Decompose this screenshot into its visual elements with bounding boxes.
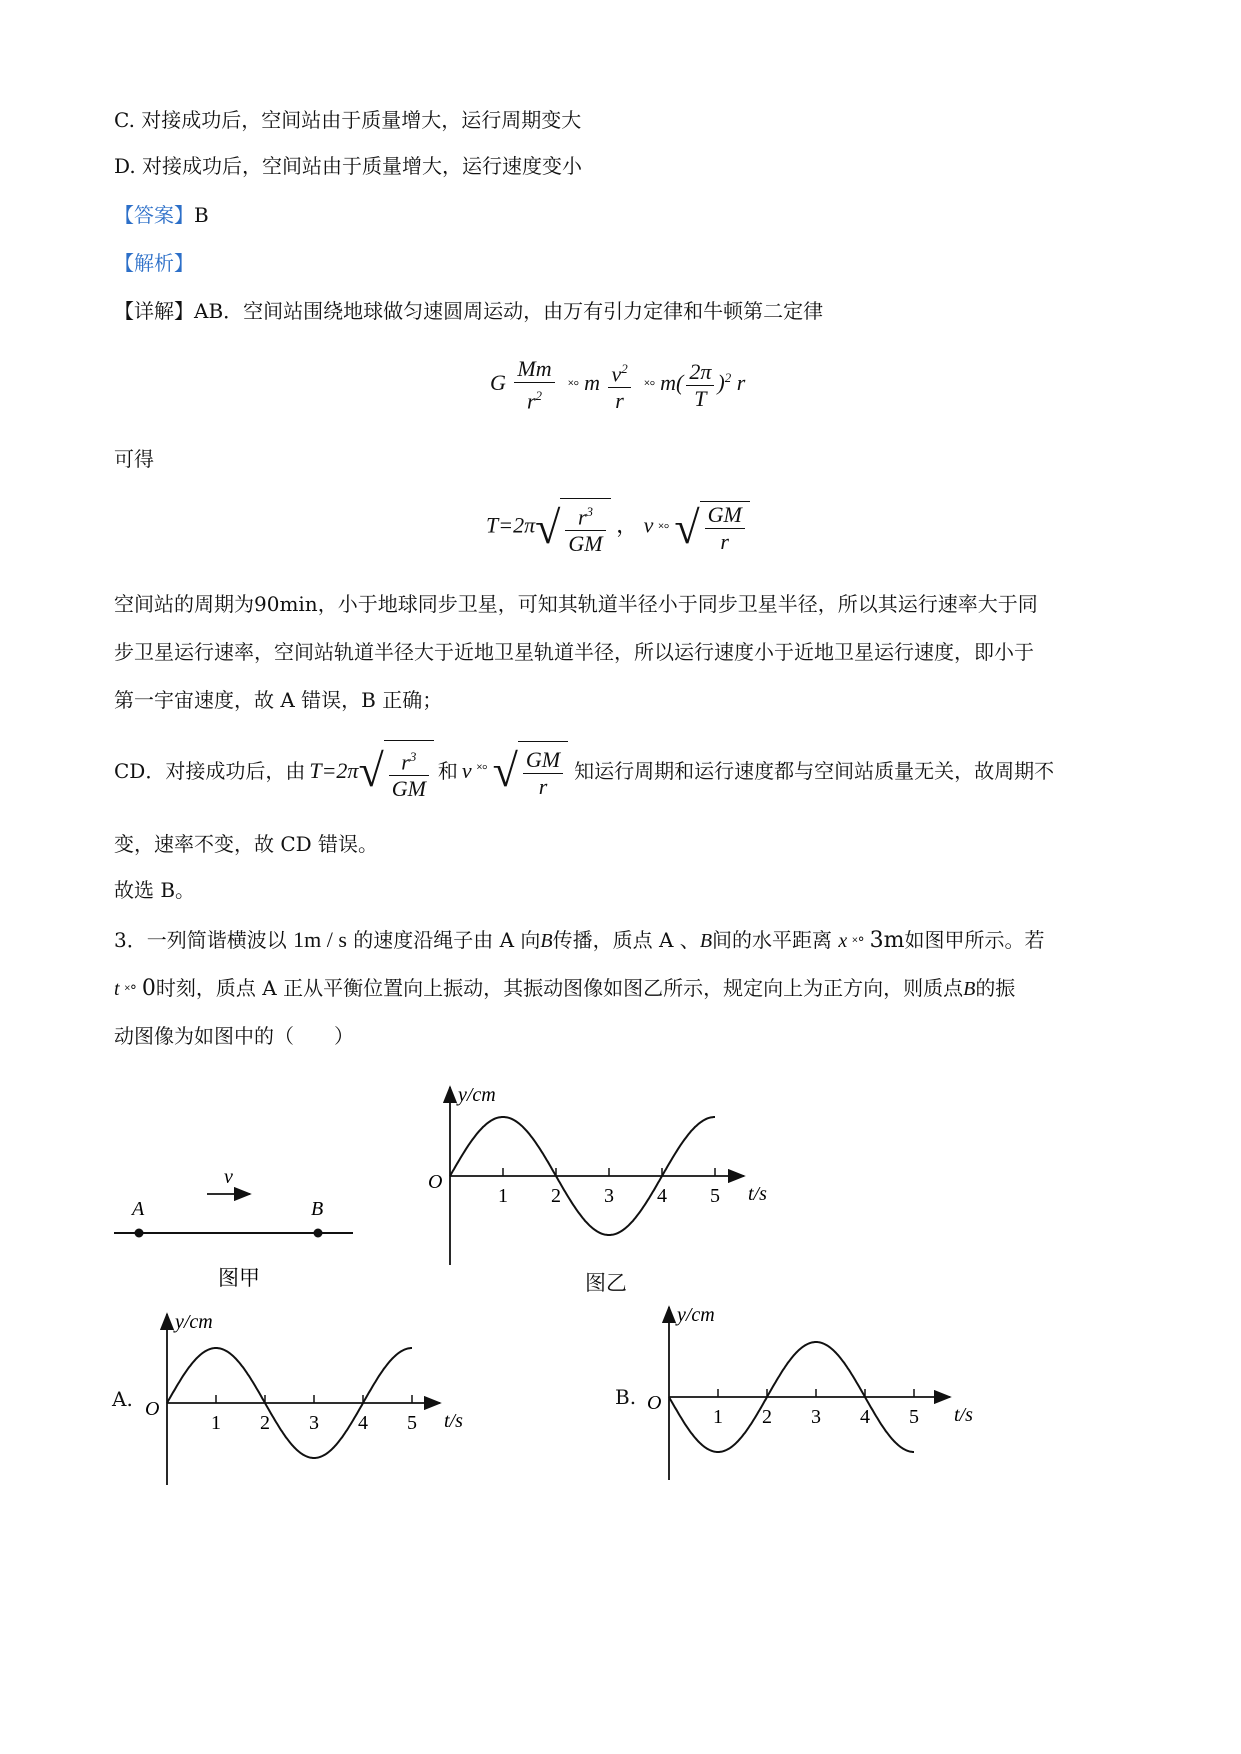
x-tick-label: 1 — [498, 1185, 508, 1207]
sup-3: 3 — [586, 504, 593, 519]
cd-formula-v — [462, 741, 568, 802]
frac-mm-r2 — [514, 356, 554, 414]
origin-label: O — [647, 1392, 662, 1414]
answer-value: B — [194, 203, 209, 227]
x-tick-label: 3 — [309, 1412, 319, 1434]
q3-c: 传播，质点 A 、 — [552, 928, 700, 952]
x-tick-label: 2 — [551, 1185, 561, 1207]
cd-sqrt-glyph-2: √ — [492, 745, 518, 797]
q3-b-var-3: B — [963, 978, 976, 1000]
detail-line — [114, 297, 823, 325]
sqrt-glyph-2: √ — [674, 501, 700, 553]
den-gm: GM — [568, 531, 603, 557]
x-tick-label: 5 — [909, 1406, 919, 1428]
q3-distance: 3m — [869, 928, 905, 953]
num-r3 — [565, 499, 605, 531]
equal-glyph: ˟° — [568, 379, 580, 395]
cd-den-gm: GM — [391, 776, 426, 802]
option-a-graph — [140, 1300, 470, 1490]
cd-num-r: r — [401, 749, 410, 775]
y-axis-label: y/cm — [677, 1304, 715, 1326]
den-r2: r — [720, 528, 729, 554]
option-b-graph — [643, 1295, 983, 1485]
x-tick-label: 5 — [710, 1185, 720, 1207]
cd-den-r: r — [538, 774, 548, 799]
question-3-line-2 — [114, 974, 1015, 1005]
figure-yi-caption: 图乙 — [585, 1271, 627, 1295]
q3-a: 3．一列简谐横波以 — [114, 928, 287, 952]
den-t: T — [694, 385, 707, 411]
x-axis-label: t/s — [954, 1404, 973, 1426]
x-tick-label: 1 — [211, 1412, 221, 1434]
cd-prefix: CD．对接成功后，由 — [114, 759, 306, 784]
gravity-equation — [490, 356, 745, 414]
question-3-line-3: 动图像为如图中的（ ） — [114, 1024, 354, 1048]
x-tick-label: 2 — [762, 1406, 772, 1428]
origin-label: O — [145, 1398, 160, 1420]
q3-t: t — [114, 978, 120, 1000]
sup-2: 2 — [535, 388, 543, 403]
paren-close: ) — [717, 370, 725, 396]
q3-b: 的速度沿绳子由 A 向 — [353, 928, 541, 952]
x-tick-label: 2 — [260, 1412, 270, 1434]
q3-speed: 1m / s — [293, 927, 347, 952]
q3-b-var-2: B — [699, 930, 713, 952]
question-3-line-1 — [114, 926, 1045, 957]
frac-gm-r — [705, 502, 745, 555]
num-v: v — [611, 361, 622, 387]
cd-line-2: 变，速率不变，故 CD 错误。 — [114, 832, 379, 856]
q3-equal-glyph-2: ˟° — [124, 983, 137, 999]
num-2pi: 2π — [686, 359, 714, 386]
detail-tag: 【详解】 — [114, 299, 194, 323]
answer-line — [114, 201, 209, 229]
x-tick-label: 4 — [860, 1406, 870, 1428]
point-a-dot — [135, 1229, 144, 1238]
x-tick-label: 1 — [713, 1406, 723, 1428]
point-b-label: B — [311, 1198, 324, 1220]
q3-equal-glyph: ˟° — [852, 935, 865, 951]
frac-num-v — [608, 356, 630, 388]
num-gm: GM — [705, 502, 745, 529]
frac-r3-gm — [565, 499, 605, 557]
figure-jia — [100, 1150, 380, 1290]
formula-g: G — [490, 370, 506, 396]
para-2: 步卫星运行速率，空间站轨道半径大于近地卫星轨道半径，所以运行速度小于近地卫星运行速度，即小于 — [114, 640, 1034, 664]
frac-den — [514, 383, 554, 414]
cd-frac-r3-gm — [389, 744, 429, 802]
option-b-label: B. — [615, 1385, 637, 1409]
frac-2pi-t — [686, 359, 714, 412]
q3-f: 时刻，质点 A 正从平衡位置向上振动，其振动图像如图乙所示，规定向上为正方向，则质点 — [155, 976, 964, 1000]
origin-label: O — [428, 1171, 443, 1193]
sqrt-body — [560, 498, 610, 557]
point-a-label: A — [132, 1198, 145, 1220]
analysis-tag: 【解析】 — [114, 251, 194, 275]
formula-comma: ， — [616, 512, 639, 538]
q3-x: x — [838, 930, 848, 952]
figure-jia-caption: 图甲 — [218, 1266, 260, 1290]
figure-yi — [420, 1075, 780, 1285]
x-axis-label: t/s — [748, 1183, 767, 1205]
cd-and: 和 — [437, 759, 458, 784]
x-tick-label: 4 — [657, 1185, 667, 1207]
x-axis-label: t/s — [444, 1410, 463, 1432]
x-tick-label: 5 — [407, 1412, 417, 1434]
x-tick-label: 3 — [604, 1185, 614, 1207]
q3-b-var: B — [540, 930, 553, 952]
q3-g: 的振 — [975, 976, 1016, 1000]
para-1: 空间站的周期为90min，小于地球同步卫星，可知其轨道半径小于同步卫星半径，所以其运行速率大于同 — [114, 592, 1038, 616]
cd-num-r3 — [389, 744, 429, 776]
cd-v: v — [461, 758, 472, 784]
q3-d: 间的水平距离 — [712, 928, 833, 952]
num-r: r — [577, 504, 587, 530]
cd-frac-gm-r — [523, 747, 563, 800]
formula-m-paren: m( — [660, 370, 684, 396]
sup-2b: 2 — [621, 361, 628, 376]
equal-glyph-2: ˟° — [644, 379, 656, 395]
x-tick-label: 3 — [811, 1406, 821, 1428]
answer-tag: 【答案】 — [114, 203, 194, 227]
cd-sqrt-body-2 — [518, 741, 568, 802]
sqrt-body-2 — [700, 501, 750, 555]
cd-suffix: 知运行周期和运行速度都与空间站质量无关，故周期不 — [574, 759, 1055, 784]
cd-sup-3: 3 — [409, 748, 417, 764]
velocity-label: v — [224, 1166, 233, 1188]
q3-e: 如图甲所示。若 — [904, 928, 1045, 952]
guxuan-line: 故选 B。 — [114, 878, 196, 902]
para-3: 第一宇宙速度，故 A 错误，B 正确； — [114, 688, 443, 712]
option-d: D. 对接成功后，空间站由于质量增大，运行速度变小 — [114, 154, 583, 178]
frac-num: Mm — [514, 356, 554, 383]
option-a-label: A. — [112, 1387, 133, 1411]
equal-glyph-3: ˟° — [658, 521, 670, 537]
formula-m: m — [584, 370, 600, 396]
formula-r: r — [736, 370, 746, 396]
cd-sqrt-glyph: √ — [358, 745, 384, 797]
y-axis-label: y/cm — [458, 1084, 496, 1106]
option-c: C. 对接成功后，空间站由于质量增大，运行周期变大 — [114, 108, 582, 132]
formula-v: v — [643, 512, 654, 538]
kede-line: 可得 — [114, 447, 154, 471]
cd-sqrt-body — [384, 740, 434, 802]
cd-equal-glyph: ˟° — [476, 763, 488, 779]
sup-2c: 2 — [724, 369, 732, 385]
den-r: r — [526, 388, 536, 414]
x-tick-label: 4 — [358, 1412, 368, 1434]
q3-zero: 0 — [141, 976, 156, 1001]
cd-line — [114, 740, 1054, 802]
cd-formula-t — [309, 740, 434, 802]
formula-t-eq: T=2π — [486, 512, 536, 538]
y-axis-label: y/cm — [175, 1311, 213, 1333]
sqrt-glyph: √ — [535, 501, 561, 553]
frac-v2-r — [608, 356, 630, 414]
cd-num-gm: GM — [523, 747, 563, 774]
detail-text: AB．空间站围绕地球做匀速圆周运动，由万有引力定律和牛顿第二定律 — [194, 299, 824, 323]
cd-t-eq: T=2π — [309, 758, 359, 784]
period-velocity-equation — [486, 498, 750, 557]
frac-den-r: r — [615, 388, 624, 414]
point-b-dot — [314, 1229, 323, 1238]
